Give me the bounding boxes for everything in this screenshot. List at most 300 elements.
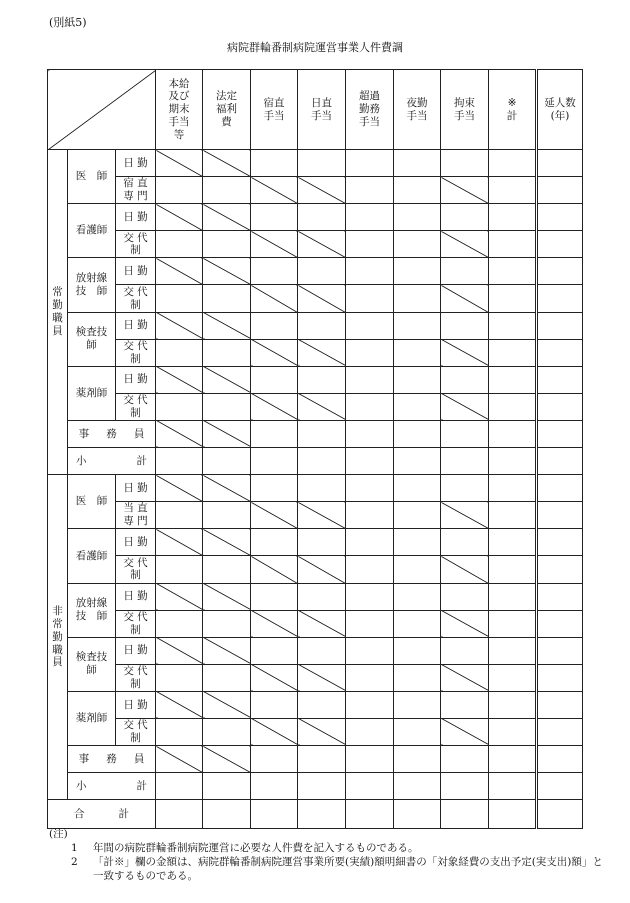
entry-cell[interactable] [203,339,251,366]
header-row [48,70,583,150]
profession-cell [68,691,116,745]
subtotal-row [48,448,583,475]
entry-cell[interactable] [156,177,203,204]
entry-cell[interactable] [394,420,441,447]
entry-cell[interactable] [537,258,583,285]
entry-cell[interactable] [537,800,583,829]
entry-cell[interactable] [441,637,489,664]
entry-cell[interactable] [441,448,489,475]
na-cell [441,610,489,637]
cell-text: 当 直 専 門 [123,502,148,528]
na-cell [251,177,298,204]
section-label-char: 員 [52,324,63,337]
entry-cell[interactable] [251,366,298,393]
entry-cell[interactable] [394,258,441,285]
clerical-char: 事 [78,427,90,440]
entry-cell[interactable] [346,366,394,393]
entry-cell[interactable] [251,312,298,339]
na-cell [298,556,346,583]
entry-cell[interactable] [394,718,441,745]
entry-cell[interactable] [251,691,298,718]
shift-type-cell [116,366,156,393]
entry-cell[interactable] [489,177,537,204]
entry-cell[interactable] [489,583,537,610]
subtotal-row [48,773,583,800]
entry-cell[interactable] [203,718,251,745]
entry-cell[interactable] [156,448,203,475]
entry-cell[interactable] [489,610,537,637]
entry-cell[interactable] [441,150,489,177]
entry-cell[interactable] [346,448,394,475]
entry-cell[interactable] [156,718,203,745]
entry-cell[interactable] [298,529,346,556]
entry-cell[interactable] [489,448,537,475]
shift-row [48,231,583,258]
entry-cell[interactable] [489,231,537,258]
entry-cell[interactable] [298,773,346,800]
na-cell [251,664,298,691]
entry-cell[interactable] [346,177,394,204]
na-cell [203,637,251,664]
entry-cell[interactable] [394,529,441,556]
na-cell [298,393,346,420]
cell-text: 医 師 [75,495,108,508]
entry-cell[interactable] [537,393,583,420]
shift-type-cell [116,231,156,258]
clerical-label [68,420,156,447]
entry-cell[interactable] [537,637,583,664]
entry-cell[interactable] [298,475,346,502]
entry-cell[interactable] [394,312,441,339]
entry-cell[interactable] [251,150,298,177]
entry-cell[interactable] [441,204,489,231]
entry-cell[interactable] [489,312,537,339]
entry-cell[interactable] [489,691,537,718]
na-cell [251,718,298,745]
entry-cell[interactable] [394,664,441,691]
shift-row [48,258,583,285]
cell-text: 日 勤 [123,590,148,603]
corner-cell [48,70,156,150]
entry-cell[interactable] [203,448,251,475]
na-cell [203,204,251,231]
entry-cell[interactable] [156,502,203,529]
na-cell [251,393,298,420]
notes-section [49,828,609,883]
entry-cell[interactable] [298,312,346,339]
total-char: 計 [118,807,129,820]
entry-cell[interactable] [441,800,489,829]
entry-cell[interactable] [298,420,346,447]
entry-cell[interactable] [251,258,298,285]
total-char: 合 [74,807,85,820]
entry-cell[interactable] [346,231,394,258]
entry-cell[interactable] [346,746,394,773]
na-cell [156,258,203,285]
clerical-text [68,428,155,441]
shift-type-cell [116,664,156,691]
entry-cell[interactable] [394,204,441,231]
cell-text: 看護師 [75,224,108,237]
entry-cell[interactable] [346,800,394,829]
entry-cell[interactable] [537,664,583,691]
entry-cell[interactable] [203,556,251,583]
entry-cell[interactable] [203,393,251,420]
entry-cell[interactable] [489,393,537,420]
column-header [537,70,583,150]
entry-cell[interactable] [537,177,583,204]
shift-row [48,502,583,529]
na-cell [203,529,251,556]
entry-cell[interactable] [537,502,583,529]
entry-cell[interactable] [394,746,441,773]
entry-cell[interactable] [441,691,489,718]
entry-cell[interactable] [489,664,537,691]
entry-cell[interactable] [489,718,537,745]
column-header [156,70,203,150]
entry-cell[interactable] [298,691,346,718]
entry-cell[interactable] [489,746,537,773]
shift-type-cell [116,204,156,231]
column-header [346,70,394,150]
shift-type-cell [116,583,156,610]
shift-row [48,664,583,691]
cell-text: 日 勤 [123,698,148,711]
entry-cell[interactable] [251,637,298,664]
shift-row [48,177,583,204]
na-cell [156,150,203,177]
section-label-char: 職 [52,312,63,325]
entry-cell[interactable] [489,475,537,502]
entry-cell[interactable] [394,773,441,800]
entry-cell[interactable] [156,664,203,691]
entry-cell[interactable] [489,150,537,177]
shift-row [48,150,583,177]
entry-cell[interactable] [203,773,251,800]
entry-cell[interactable] [203,285,251,312]
entry-cell[interactable] [441,366,489,393]
section-label [48,150,68,475]
entry-cell[interactable] [346,475,394,502]
section-label-char: 勤 [52,630,63,643]
entry-cell[interactable] [156,556,203,583]
na-cell [203,746,251,773]
shift-row [48,610,583,637]
entry-cell[interactable] [203,610,251,637]
entry-cell[interactable] [346,312,394,339]
cell-text: 検査技 師 [75,651,108,677]
entry-cell[interactable] [156,285,203,312]
profession-cell [68,583,116,637]
entry-cell[interactable] [251,773,298,800]
entry-cell[interactable] [537,691,583,718]
note-item [49,856,609,884]
entry-cell[interactable] [346,150,394,177]
entry-cell[interactable] [346,529,394,556]
entry-cell[interactable] [251,475,298,502]
shift-type-cell [116,285,156,312]
shift-type-cell [116,312,156,339]
entry-cell[interactable] [489,800,537,829]
entry-cell[interactable] [489,366,537,393]
entry-cell[interactable] [346,718,394,745]
entry-cell[interactable] [489,339,537,366]
cell-text: 日 勤 [123,319,148,332]
section-label-char: 常 [52,617,63,630]
entry-cell[interactable] [489,204,537,231]
entry-cell[interactable] [394,637,441,664]
entry-cell[interactable] [203,800,251,829]
na-cell [156,312,203,339]
entry-cell[interactable] [394,556,441,583]
column-header [203,70,251,150]
entry-cell[interactable] [537,231,583,258]
note-number: 2 [71,855,78,868]
entry-cell[interactable] [394,231,441,258]
na-cell [441,177,489,204]
entry-cell[interactable] [441,312,489,339]
clerical-char: 員 [133,427,145,440]
cell-text: 日 勤 [123,644,148,657]
cell-text: 薬剤師 [75,386,108,399]
entry-cell[interactable] [441,529,489,556]
cell-text: 交 代 制 [123,556,148,582]
entry-cell[interactable] [537,746,583,773]
entry-cell[interactable] [298,204,346,231]
shift-row [48,366,583,393]
entry-cell[interactable] [346,664,394,691]
na-cell [298,231,346,258]
subtotal-char: 計 [136,454,147,467]
cell-text: 本給 及び 期末 手当 等 [168,77,190,141]
entry-cell[interactable] [489,529,537,556]
shift-row [48,475,583,502]
entry-cell[interactable] [346,502,394,529]
entry-cell[interactable] [537,475,583,502]
profession-cell [68,204,116,258]
entry-cell[interactable] [346,556,394,583]
entry-cell[interactable] [489,773,537,800]
clerical-row [48,746,583,773]
na-cell [203,258,251,285]
entry-cell[interactable] [394,583,441,610]
entry-cell[interactable] [489,637,537,664]
entry-cell[interactable] [346,637,394,664]
entry-cell[interactable] [156,339,203,366]
profession-cell [68,366,116,420]
entry-cell[interactable] [394,610,441,637]
entry-cell[interactable] [156,393,203,420]
subtotal-label [68,773,156,800]
profession-cell [68,529,116,583]
cell-text: 日 勤 [123,265,148,278]
entry-cell[interactable] [394,285,441,312]
na-cell [156,583,203,610]
profession-cell [68,312,116,366]
entry-cell[interactable] [537,718,583,745]
clerical-char: 務 [106,752,117,765]
shift-row [48,691,583,718]
na-cell [441,231,489,258]
shift-row [48,204,583,231]
entry-cell[interactable] [489,285,537,312]
entry-cell[interactable] [537,420,583,447]
entry-cell[interactable] [251,448,298,475]
entry-cell[interactable] [251,420,298,447]
entry-cell[interactable] [489,556,537,583]
entry-cell[interactable] [394,339,441,366]
entry-cell[interactable] [298,448,346,475]
entry-cell[interactable] [537,773,583,800]
entry-cell[interactable] [251,529,298,556]
entry-cell[interactable] [203,231,251,258]
entry-cell[interactable] [298,637,346,664]
na-cell [156,529,203,556]
section-label [48,475,68,800]
entry-cell[interactable] [394,502,441,529]
entry-cell[interactable] [346,691,394,718]
entry-cell[interactable] [298,800,346,829]
na-cell [441,285,489,312]
entry-cell[interactable] [537,339,583,366]
subtotal-label [68,448,156,475]
entry-cell[interactable] [346,339,394,366]
na-cell [298,610,346,637]
entry-cell[interactable] [394,475,441,502]
entry-cell[interactable] [298,150,346,177]
entry-cell[interactable] [203,664,251,691]
na-cell [251,502,298,529]
na-cell [441,718,489,745]
entry-cell[interactable] [394,150,441,177]
entry-cell[interactable] [346,773,394,800]
entry-cell[interactable] [441,583,489,610]
shift-row [48,529,583,556]
na-cell [156,746,203,773]
entry-cell[interactable] [489,258,537,285]
entry-cell[interactable] [251,583,298,610]
shift-row [48,583,583,610]
shift-type-cell [116,718,156,745]
entry-cell[interactable] [441,258,489,285]
entry-cell[interactable] [537,556,583,583]
cell-text: 放射線 技 師 [75,597,108,623]
note-number: 1 [71,841,78,854]
shift-type-cell [116,177,156,204]
shift-type-cell [116,529,156,556]
entry-cell[interactable] [394,691,441,718]
cell-text: 交 代 制 [123,665,148,690]
entry-cell[interactable] [537,285,583,312]
entry-cell[interactable] [537,448,583,475]
shift-row [48,556,583,583]
entry-cell[interactable] [537,366,583,393]
entry-cell[interactable] [394,800,441,829]
cell-text: 日直 手当 [311,96,332,122]
entry-cell[interactable] [346,610,394,637]
entry-cell[interactable] [298,366,346,393]
shift-type-cell [116,393,156,420]
entry-cell[interactable] [441,746,489,773]
entry-cell[interactable] [346,393,394,420]
entry-cell[interactable] [489,502,537,529]
entry-cell[interactable] [441,420,489,447]
entry-cell[interactable] [346,285,394,312]
cell-text: 看護師 [75,549,108,562]
entry-cell[interactable] [537,529,583,556]
na-cell [251,285,298,312]
subtotal-char: 計 [136,779,147,792]
entry-cell[interactable] [537,312,583,339]
na-cell [156,637,203,664]
entry-cell[interactable] [298,583,346,610]
shift-row [48,718,583,745]
na-cell [156,366,203,393]
na-cell [156,420,203,447]
entry-cell[interactable] [537,610,583,637]
entry-cell[interactable] [203,177,251,204]
entry-cell[interactable] [537,150,583,177]
na-cell [156,204,203,231]
entry-cell[interactable] [298,746,346,773]
na-cell [298,285,346,312]
entry-cell[interactable] [489,420,537,447]
entry-cell[interactable] [346,258,394,285]
na-cell [298,177,346,204]
entry-cell[interactable] [298,258,346,285]
entry-cell[interactable] [394,448,441,475]
shift-type-cell [116,339,156,366]
entry-cell[interactable] [251,746,298,773]
entry-cell[interactable] [251,800,298,829]
entry-cell[interactable] [156,231,203,258]
entry-cell[interactable] [394,366,441,393]
na-cell [298,718,346,745]
cell-text: 日 勤 [123,535,148,548]
cell-text: ※ 計 [506,96,518,122]
entry-cell[interactable] [156,610,203,637]
entry-cell[interactable] [346,583,394,610]
shift-row [48,637,583,664]
entry-cell[interactable] [394,393,441,420]
cell-text: 超過 勤務 手当 [359,90,380,128]
na-cell [203,420,251,447]
entry-cell[interactable] [346,420,394,447]
cell-text: 宿直 手当 [263,96,285,122]
entry-cell[interactable] [156,800,203,829]
column-header [251,70,298,150]
entry-cell[interactable] [441,773,489,800]
entry-cell[interactable] [537,204,583,231]
entry-cell[interactable] [346,204,394,231]
shift-row [48,312,583,339]
na-cell [441,664,489,691]
cell-text: 交 代 制 [123,231,148,257]
shift-row [48,285,583,312]
shift-type-cell [116,475,156,502]
na-cell [298,664,346,691]
profession-cell [68,475,116,529]
entry-cell[interactable] [441,475,489,502]
section-label-char: 職 [52,643,63,656]
cell-text: 薬剤師 [75,712,108,725]
entry-cell[interactable] [203,502,251,529]
entry-cell[interactable] [251,204,298,231]
clerical-char: 事 [78,752,90,765]
entry-cell[interactable] [537,583,583,610]
entry-cell[interactable] [394,177,441,204]
entry-cell[interactable] [156,773,203,800]
